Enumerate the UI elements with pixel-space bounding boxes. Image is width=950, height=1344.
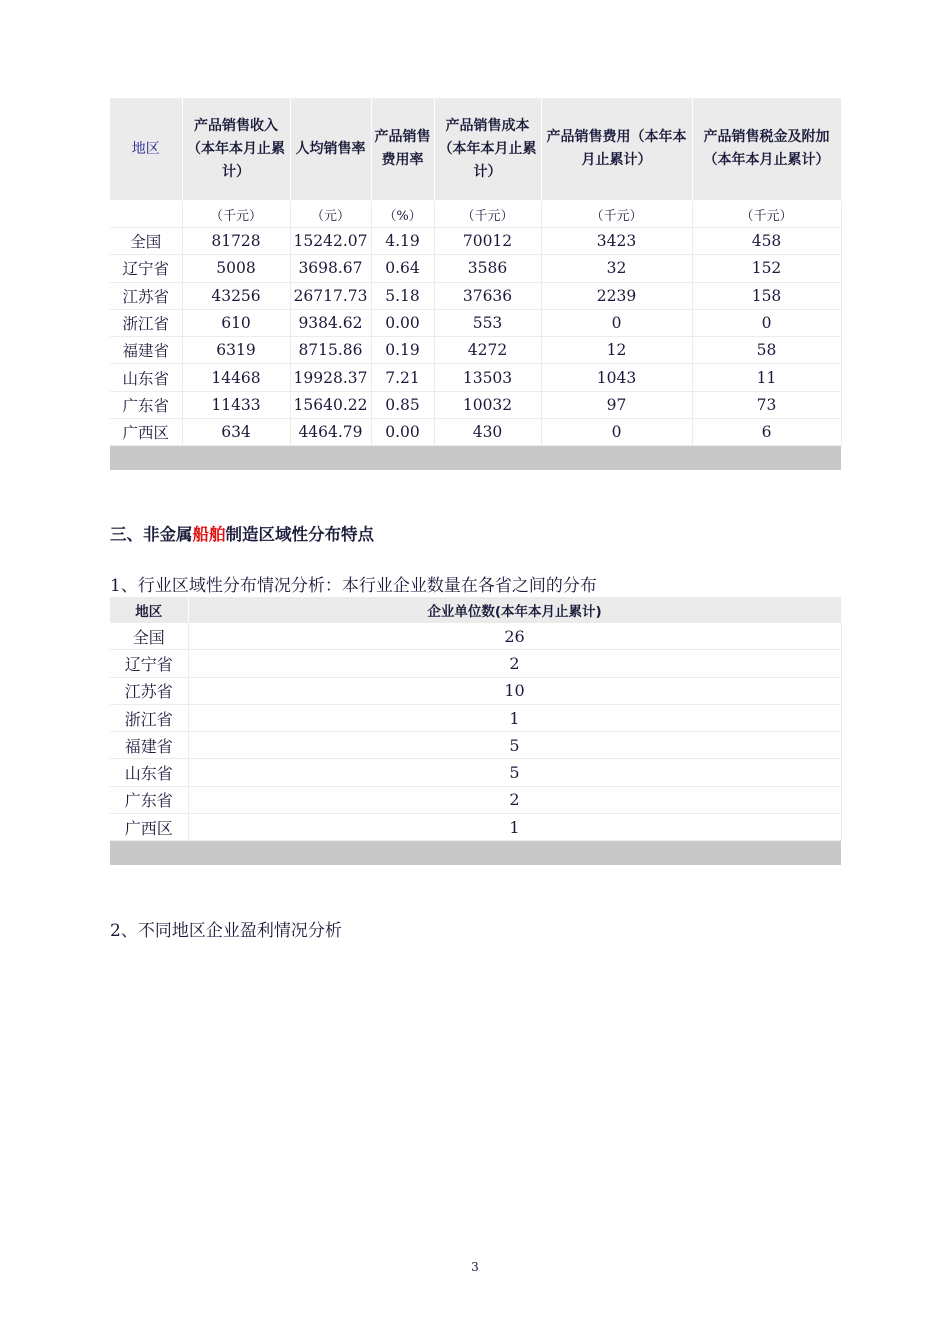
value-cell: 97 [541, 391, 692, 418]
table-row [110, 814, 841, 841]
units-row [110, 201, 841, 228]
table-row [110, 282, 841, 309]
value-cell: 13503 [434, 364, 541, 391]
value-cell: 8715.86 [290, 337, 371, 364]
column-header: 地区 [110, 98, 182, 201]
value-cell: 430 [434, 419, 541, 446]
region-cell: 福建省 [110, 732, 188, 759]
table-header-row [110, 98, 841, 201]
table-row [110, 759, 841, 786]
value-cell: 11433 [182, 391, 290, 418]
column-header: 产品销售成本（本年本月止累计） [434, 98, 541, 201]
heading-suffix: 制造区域性分布特点 [225, 525, 374, 544]
table-row [110, 786, 841, 813]
value-cell: 15640.22 [290, 391, 371, 418]
value-cell: 3586 [434, 255, 541, 282]
table-header-row [110, 597, 841, 623]
value-cell: 4.19 [371, 228, 434, 255]
value-cell: 0 [541, 419, 692, 446]
region-cell: 全国 [110, 623, 188, 650]
table-row [110, 364, 841, 391]
value-cell: 0.64 [371, 255, 434, 282]
value-cell: 158 [692, 282, 841, 309]
value-cell: 3423 [541, 228, 692, 255]
value-cell: 5 [188, 759, 841, 786]
value-cell: 15242.07 [290, 228, 371, 255]
region-cell: 福建省 [110, 337, 182, 364]
region-cell: 浙江省 [110, 704, 188, 731]
region-cell: 广西区 [110, 419, 182, 446]
value-cell: 5008 [182, 255, 290, 282]
region-cell: 辽宁省 [110, 650, 188, 677]
value-cell: 1 [188, 704, 841, 731]
unit-cell: （千元） [541, 201, 692, 228]
table-row [110, 650, 841, 677]
value-cell: 5 [188, 732, 841, 759]
table-row [110, 704, 841, 731]
value-cell: 81728 [182, 228, 290, 255]
region-cell: 广西区 [110, 814, 188, 841]
value-cell: 1043 [541, 364, 692, 391]
page-number: 3 [471, 1260, 479, 1274]
column-header: 产品销售费用（本年本月止累计） [541, 98, 692, 201]
region-cell: 辽宁省 [110, 255, 182, 282]
value-cell: 0.19 [371, 337, 434, 364]
subheading-distribution: 1、行业区域性分布情况分析：本行业企业数量在各省之间的分布 [110, 576, 597, 596]
value-cell: 9384.62 [290, 309, 371, 336]
column-header: 产品销售费用率 [371, 98, 434, 201]
region-cell: 山东省 [110, 364, 182, 391]
value-cell: 12 [541, 337, 692, 364]
value-cell: 4272 [434, 337, 541, 364]
value-cell: 0 [692, 309, 841, 336]
table-row [110, 309, 841, 336]
table-row [110, 732, 841, 759]
value-cell: 6319 [182, 337, 290, 364]
heading-highlight: 船舶 [192, 525, 226, 544]
footer-bar [110, 841, 841, 866]
value-cell: 1 [188, 814, 841, 841]
value-cell: 32 [541, 255, 692, 282]
region-cell: 浙江省 [110, 309, 182, 336]
value-cell: 3698.67 [290, 255, 371, 282]
region-cell: 山东省 [110, 759, 188, 786]
enterprise-count-table [110, 597, 842, 865]
table-row [110, 337, 841, 364]
value-cell: 10032 [434, 391, 541, 418]
value-cell: 610 [182, 309, 290, 336]
heading-prefix: 三、非金属 [110, 525, 193, 544]
value-cell: 58 [692, 337, 841, 364]
table-row [110, 255, 841, 282]
value-cell: 14468 [182, 364, 290, 391]
value-cell: 7.21 [371, 364, 434, 391]
value-cell: 553 [434, 309, 541, 336]
table-row [110, 391, 841, 418]
value-cell: 0.00 [371, 309, 434, 336]
value-cell: 458 [692, 228, 841, 255]
value-cell: 73 [692, 391, 841, 418]
column-header: 人均销售率 [290, 98, 371, 201]
value-cell: 43256 [182, 282, 290, 309]
value-cell: 4464.79 [290, 419, 371, 446]
value-cell: 10 [188, 677, 841, 704]
value-cell: 19928.37 [290, 364, 371, 391]
value-cell: 11 [692, 364, 841, 391]
value-cell: 0.00 [371, 419, 434, 446]
value-cell: 0 [541, 309, 692, 336]
unit-cell [110, 201, 182, 228]
column-header: 地区 [110, 597, 188, 623]
sales-table [110, 98, 842, 470]
table-row [110, 228, 841, 255]
table-row [110, 623, 841, 650]
region-cell: 广东省 [110, 391, 182, 418]
region-cell: 广东省 [110, 786, 188, 813]
region-cell: 江苏省 [110, 677, 188, 704]
value-cell: 6 [692, 419, 841, 446]
value-cell: 2 [188, 650, 841, 677]
value-cell: 634 [182, 419, 290, 446]
value-cell: 5.18 [371, 282, 434, 309]
value-cell: 2 [188, 786, 841, 813]
value-cell: 37636 [434, 282, 541, 309]
footer-bar [110, 446, 841, 471]
unit-cell: （%） [371, 201, 434, 228]
unit-cell: （元） [290, 201, 371, 228]
table-row [110, 677, 841, 704]
value-cell: 26 [188, 623, 841, 650]
unit-cell: （千元） [692, 201, 841, 228]
table-row [110, 419, 841, 446]
column-header: 产品销售收入（本年本月止累计） [182, 98, 290, 201]
unit-cell: （千元） [434, 201, 541, 228]
value-cell: 152 [692, 255, 841, 282]
unit-cell: （千元） [182, 201, 290, 228]
value-cell: 70012 [434, 228, 541, 255]
column-header: 产品销售税金及附加（本年本月止累计） [692, 98, 841, 201]
region-cell: 全国 [110, 228, 182, 255]
value-cell: 26717.73 [290, 282, 371, 309]
column-header: 企业单位数(本年本月止累计) [188, 597, 841, 623]
subheading-profit: 2、不同地区企业盈利情况分析 [110, 921, 342, 941]
value-cell: 2239 [541, 282, 692, 309]
table-footer-bar [110, 446, 841, 471]
value-cell: 0.85 [371, 391, 434, 418]
table-footer-bar [110, 841, 841, 866]
section-heading [110, 521, 374, 545]
region-cell: 江苏省 [110, 282, 182, 309]
